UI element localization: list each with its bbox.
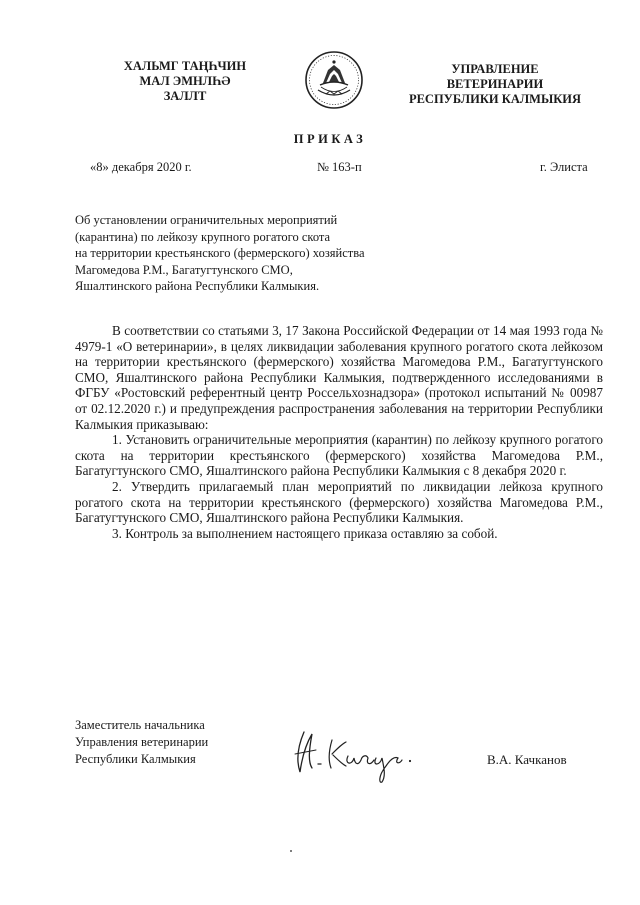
position-line: Заместитель начальника [75,718,205,732]
header-left-line: ЗАЛЛТ [163,89,207,103]
header-left-line: МАЛ ЭМНЛҺӘ [139,74,231,88]
order-subject [75,212,415,295]
header-russian-title [390,62,600,107]
body-paragraph-item-3: 3. Контроль за выполнением настоящего приказа оставляю за собой. [112,525,498,541]
handwritten-signature [282,718,432,788]
kalmykia-coat-of-arms-icon [304,50,364,110]
order-city: г. Элиста [540,160,588,174]
subject-line: (карантина) по лейкозу крупного рогатого скота [75,229,331,244]
scan-speck [290,850,292,852]
subject-line: Об установлении ограничительных мероприятий [75,213,338,227]
subject-line: Магомедова Р.М., Багатугтунского СМО, [75,262,293,277]
order-date: «8» декабря 2020 г. [90,160,192,174]
subject-line: Яшалтинского района Республики Калмыкия. [75,279,320,294]
header-kalmyk-title [100,59,270,104]
header-left-line: ХАЛЬМГ ТАҢҺЧИН [123,59,247,73]
body-paragraph-item-1: 1. Установить ограничительные мероприятия (карантин) по лейкозу крупного рогатого скота на территории крестьянского (фермерского) хозяйства Магомедова Р.М., Багатугтунского СМО, Яшалтинского района Республики Калмыкия с 8 декабря 2020 г. [75,432,603,479]
position-line: Республики Калмыкия [75,752,196,766]
body-paragraph-preamble: В соответствии со статьями 3, 17 Закона Российской Федерации от 14 мая 1993 года № 4979-1 «О ветеринарии», в целях ликвидации заболевания крупного рогатого скота лейкозом на территории крестьянского (фермерского) хозяйства Магомедова Р.М., Багатугтунского СМО, Яшалтинского района Республики Калмыкия, подтвержденного исследованиями в ФГБУ «Ростовский референтный центр Россельхознадзора» (протокол испытаний № 00987 от 02.12.2020 г.) и предупреждения распространения заболевания на территории Республики Калмыкия приказываю: [75,323,603,432]
signatory-position [75,717,275,768]
body-paragraph-item-2: 2. Утвердить прилагаемый план мероприятий по ликвидации лейкоза крупного рогатого скота на территории крестьянского (фермерского) хозяйства Магомедова Р.М., Багатугтунского СМО, Яшалтинского района Республики Калмыкия. [75,478,603,526]
header-right-line: ВЕТЕРИНАРИИ [446,77,544,91]
header-right-line: УПРАВЛЕНИЕ [451,62,539,76]
header-right-line: РЕСПУБЛИКИ КАЛМЫКИЯ [408,92,582,106]
order-number: № 163-п [317,160,362,174]
signatory-name: В.А. Качканов [487,752,567,767]
subject-line: на территории крестьянского (фермерского) хозяйства [75,246,365,261]
order-title: ПРИКАЗ [293,132,367,146]
position-line: Управления ветеринарии [75,735,209,749]
order-body [75,323,603,541]
